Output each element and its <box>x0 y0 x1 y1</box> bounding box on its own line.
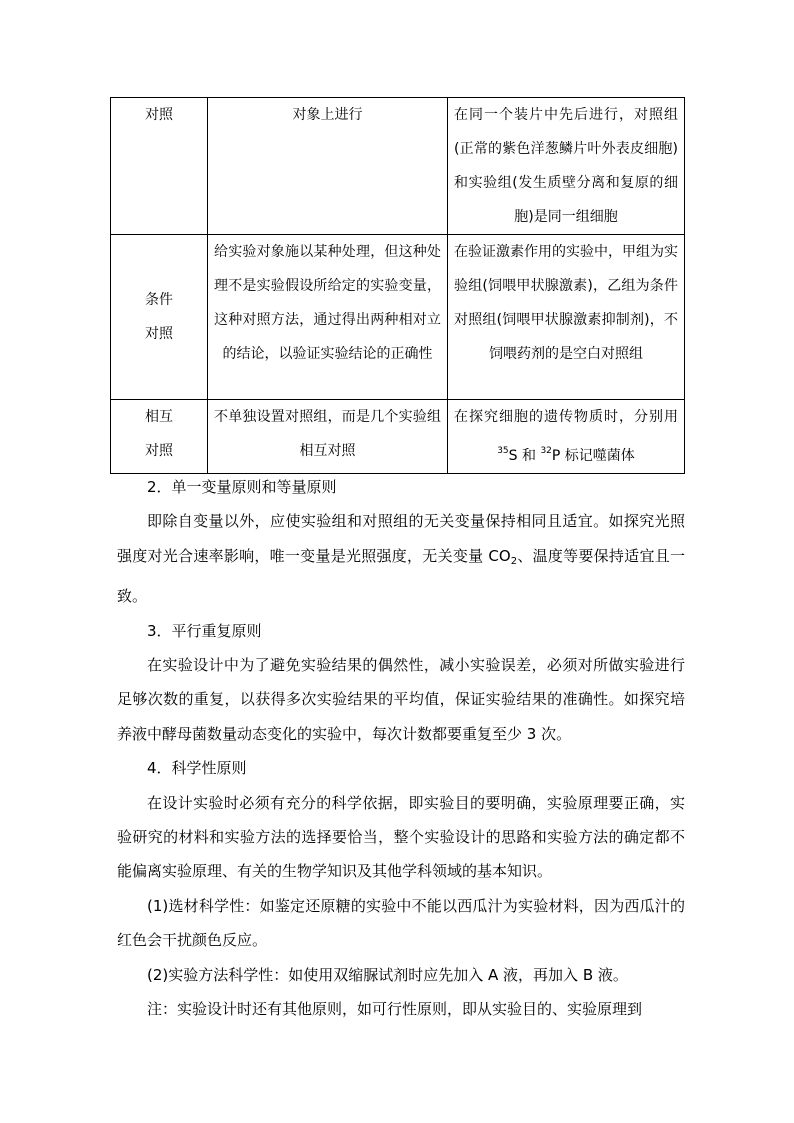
table-cell-example <box>448 400 685 474</box>
section-heading: 3．平行重复原则 <box>147 621 262 640</box>
cell-text: 对照 <box>145 326 173 342</box>
paragraph-text: 即除自变量以外，应使实验组和对照组的无关变量保持相同且适宜。如探究光照强度对光合速率影响，唯一变量是光照强度，无关变量 CO <box>117 512 685 565</box>
table-row <box>111 400 685 474</box>
paragraph-text: 、温度等要保持适宜且一致。 <box>117 546 685 606</box>
section-heading: 4．科学性原则 <box>147 759 247 778</box>
table-row <box>111 98 685 235</box>
paragraph: 在实验设计中为了避免实验结果的偶然性，减小实验误差，必须对所做实验进行足够次数的重复，以获得多次实验结果的平均值，保证实验结果的准确性。如探究培养液中酵母菌数量动态变化的实验中，每次计数都要重复至少 3 次。 <box>117 656 685 743</box>
subscript: 2 <box>510 555 518 567</box>
body-text <box>117 470 685 1027</box>
table-cell-description: 给实验对象施以某种处理，但这种处理不是实验假设所给定的实验变量，这种对照方法，通过得出两种相对立的结论，以验证实验结论的正确性 <box>208 235 448 400</box>
list-item: (1)选材科学性：如鉴定还原糖的实验中不能以西瓜汁为实验材料，因为西瓜汁的红色会干扰颜色反应。 <box>117 896 685 950</box>
cell-text: 条件 <box>145 292 173 308</box>
table-cell-example: 在同一个装片中先后进行，对照组(正常的紫色洋葱鳞片叶外表皮细胞)和实验组(发生质壁分离和复原的细胞)是同一组细胞 <box>448 98 685 235</box>
cell-text: S 和 <box>508 448 536 464</box>
list-item: (2)实验方法科学性：如使用双缩脲试剂时应先加入 A 液，再加入 B 液。 <box>147 965 628 984</box>
cell-text: P 标记噬菌体 <box>551 448 635 464</box>
cell-text: 相互 <box>145 409 173 425</box>
table-cell-type <box>111 235 208 400</box>
table-cell-type <box>111 98 208 235</box>
section-heading: 2．单一变量原则和等量原则 <box>147 478 337 496</box>
cell-text: 在探究细胞的遗传物质时，分别用 <box>454 409 678 425</box>
note: 注：实验设计时还有其他原则，如可行性原则，即从实验目的、实验原理到 <box>147 1000 643 1019</box>
table-row <box>111 235 685 400</box>
superscript: 32 <box>540 446 552 456</box>
table-cell-example: 在验证激素作用的实验中，甲组为实验组(饲喂甲状腺激素)，乙组为条件对照组(饲喂甲状腺激素抑制剂)，不饲喂药剂的是空白对照组 <box>448 235 685 400</box>
control-types-table <box>110 97 685 474</box>
paragraph: 在设计实验时必须有充分的科学依据，即实验目的要明确，实验原理要正确，实验研究的材料和实验方法的选择要恰当，整个实验设计的思路和实验方法的确定都不能偏离实验原理、有关的生物学知识及其他学科领域的基本知识。 <box>117 793 685 881</box>
table-cell-description: 不单独设置对照组，而是几个实验组相互对照 <box>208 400 448 474</box>
cell-text: 对照 <box>145 443 173 459</box>
table-cell-type <box>111 400 208 474</box>
table-cell-description: 对象上进行 <box>208 98 448 235</box>
superscript: 35 <box>497 446 509 456</box>
paragraph <box>117 504 685 613</box>
cell-text: 对照 <box>145 107 173 123</box>
